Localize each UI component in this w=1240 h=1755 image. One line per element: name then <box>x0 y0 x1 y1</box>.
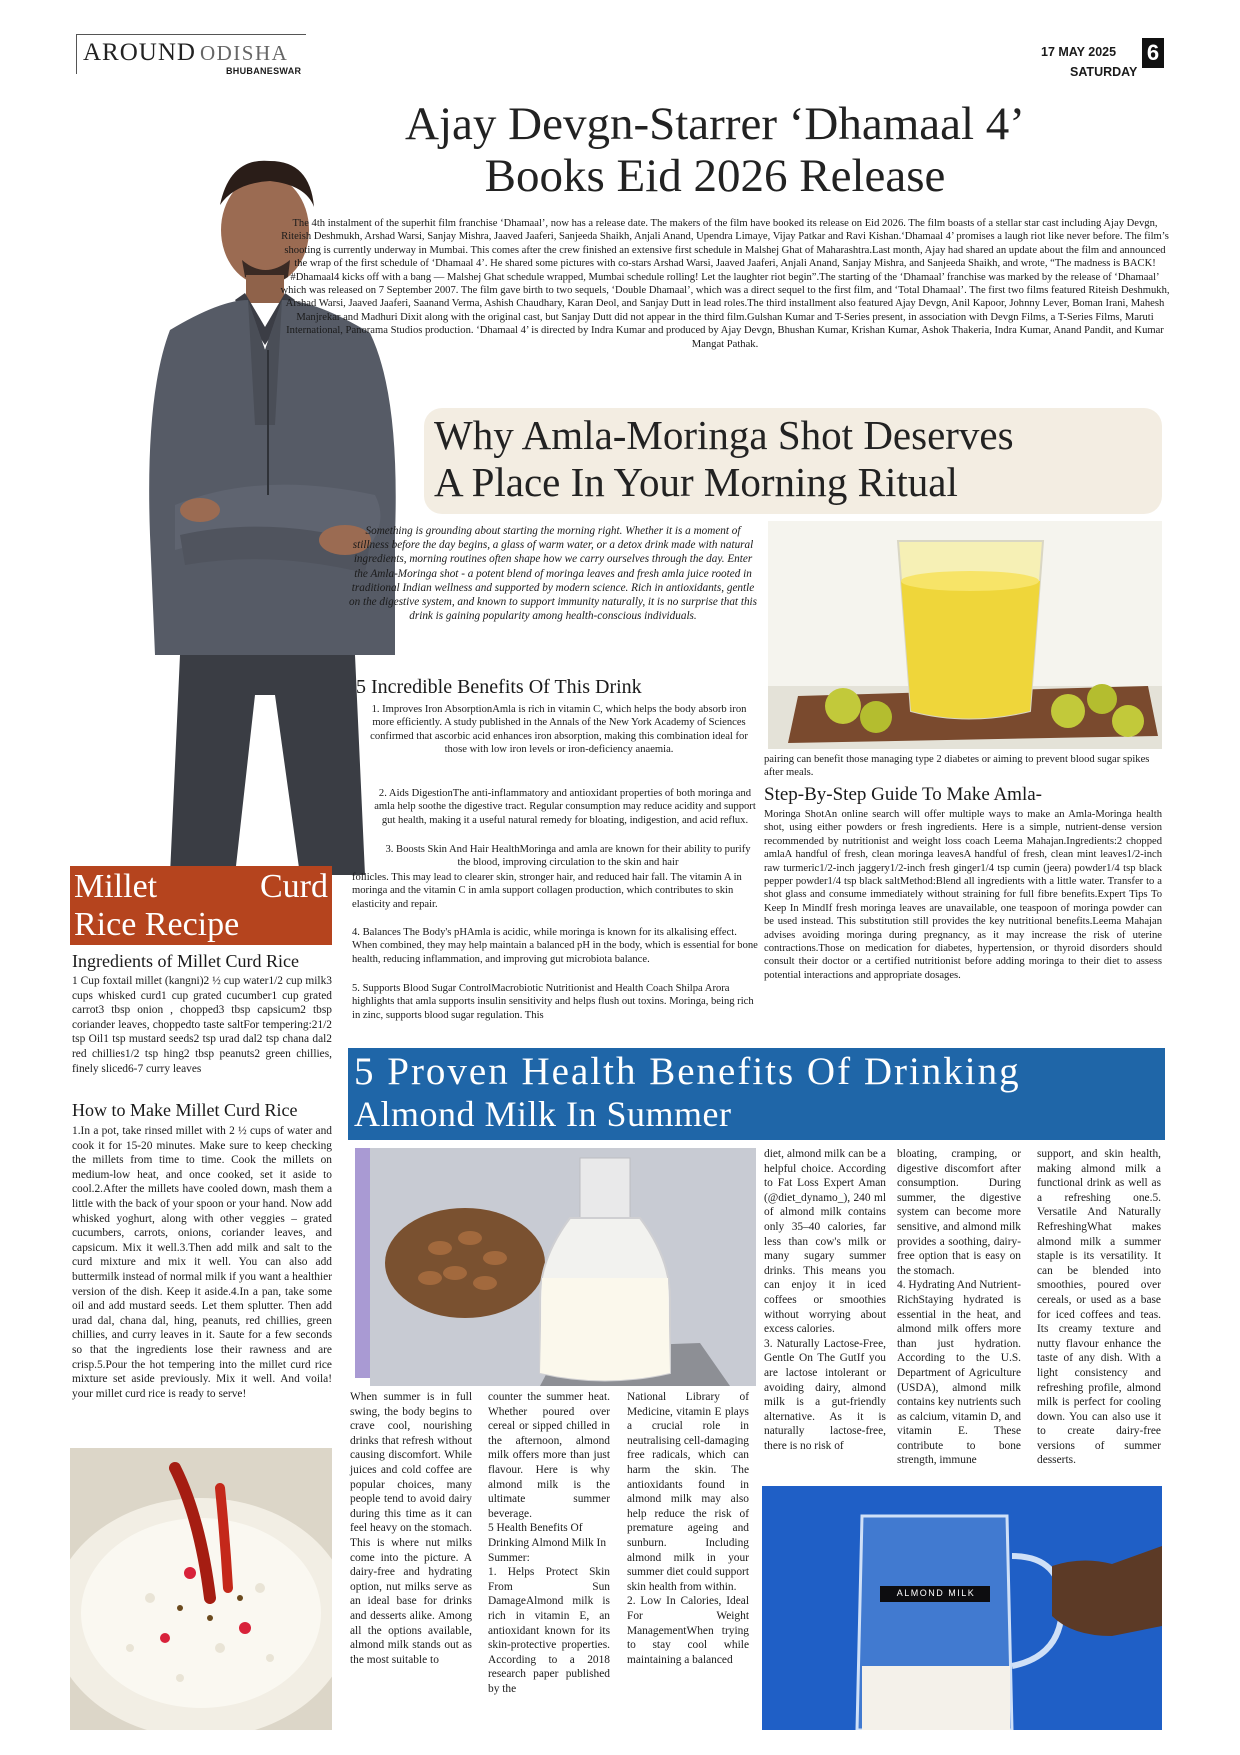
almond-col-2-benefit1: 1. Helps Protect Skin From Sun DamageAlmond milk is rich in vitamin E, an antioxidant known for its skin-protective properties. According to a 2018 research paper published by the <box>488 1566 610 1695</box>
almond-headline-line1: 5 Proven Health Benefits Of Drinking <box>354 1050 1021 1093</box>
millet-ingredients-title: Ingredients of Millet Curd Rice <box>72 951 299 971</box>
amla-benefit-1: 1. Improves Iron AbsorptionAmla is rich in vitamin C, which helps the body absorb iron more efficiently. A study published in the Annals of the New York Academy of Sciences confirmed that ascorbic acid enhances iron absorption, making this combination ideal for those with low iron levels or iron-deficiency anaemia. <box>370 704 748 756</box>
masthead <box>76 34 1166 82</box>
amla-benefit-2: 2. Aids DigestionThe anti-inflammatory and antioxidant properties of both moringa and amla help soothe the digestive tract. Regular consumption may reduce acidity and support gut health, making it a useful natural remedy for bloating, indigestion, and acid reflux. <box>374 788 756 826</box>
almond-col-3 <box>627 1390 749 1667</box>
brand-around: AROUND <box>83 39 196 66</box>
millet-howto: 1.In a pot, take rinsed millet with 2 ½ cups of water and cook it for 15-20 minutes. Make sure to keep checking the millets from time to time. Cook the millets on medium-low heat, and once cooked, set it aside to cool.2.After the millets have cooled down, mash them a little with the back of your spoon or your hand. Now add whisked yoghurt, along with other veggies – grated cucumbers, carrots, onions, coriander leaves, and capsicum. Mix it well.3.Then add milk and salt to the curd mixture and mix it well. You can also add buttermilk instead of normal milk if you want a healthier version of the dish. Keep it aside.4.In a pan, take some oil and add mustard seeds. Let them splutter. Then add urad dal, chana dal, hing, peanuts, red chillies, green chillies, and curry leaves in it. Saute for a few seconds so that the ingredients lose their rawness and are crisp.5.Pour the hot tempering into the millet curd rice mixture set aside previously. Mix it well. And voila! your millet curd rice is ready to serve! <box>72 1125 332 1400</box>
almond-col-1: When summer is in full swing, the body begins to crave cool, nourishing drinks that refresh without causing discomfort. While juices and cold coffee are popular choices, many people tend to avoid dairy during this time as it can feel heavy on the stomach. This is where nut milks come into the picture. A dairy-free and hydrating option, nut milks serve as an ideal base for drinks and desserts alike. Among all the options available, almond milk stands out as the most suitable to <box>350 1391 472 1666</box>
amla-juice-illustration <box>768 521 1162 749</box>
masthead-day: SATURDAY <box>1070 65 1138 79</box>
amla-juice-photo <box>768 521 1162 749</box>
ajay-devgn-photo <box>70 95 470 875</box>
amla-guide-title: Step-By-Step Guide To Make Amla- <box>764 784 1043 805</box>
amla-benefit-5: 5. Supports Blood Sugar ControlMacrobiotic Nutritionist and Health Coach Shilpa Arora highlights that amla supports insulin sensitivity and helps flush out toxins. Moringa, being rich in zinc, supports blood sugar regulation. This <box>352 983 754 1021</box>
millet-curd-rice-photo <box>70 1448 332 1730</box>
almond-headline-box <box>348 1048 1165 1140</box>
millet-title-word1: Millet <box>74 868 158 905</box>
masthead-city: BHUBANESWAR <box>226 66 302 76</box>
almond-milk-illustration <box>370 1148 756 1386</box>
page-number: 6 <box>1142 38 1164 68</box>
millet-title-word2: Curd <box>260 868 328 905</box>
dhamaal-body: The 4th instalment of the superhit film franchise ‘Dhamaal’, now has a release date. The makers of the film have booked its release on Eid 2026. The film boasts of a stellar star cast including Ajay Devgn, Riteish Deshmukh, Arshad Warsi, Sanjay Mishra, Jaaved Jaaferi, Sanjeeda Shaikh, Anjali Anand, Upendra Limaye, Vijay Patkar and Ravi Kishan.‘Dhamaal 4’ promises a laugh riot like never before. The film’s shooting is currently underway in Mumbai. This comes after the crew finished an extensive first schedule in Malshej Ghat of Maharashtra.Last month, Ajay had shared an update about the film and announced the wrap of the first schedule of ‘Dhamaal 4’. He shared some pictures with co-stars Arshad Warsi, Jaaved Jaaferi, Anjali Anand, Sanjay Mishra, and Sanjeeda Shaikh, and wrote, “The madness is BACK! #Dhamaal4 kicks off with a bang — Malshej Ghat schedule wrapped, Mumbai schedule rolling! Let the laughter riot begin”.The starting of the ‘Dhamaal’ franchise was marked by the release of ‘Dhamaal’ which was released on 7 September 2007. The film gave birth to two sequels, ‘Double Dhamaal’, which was a direct sequel to the first film, and ‘Total Dhamaal’. The first two films featured Riteish Deshmukh, Arshad Warsi, Jaaved Jaaferi, Saanand Verma, Ashish Chaudhary, Karan Deol, and Sanjay Dutt in lead roles.The third installment also featured Ajay Devgn, Anil Kapoor, Johnny Lever, Boman Irani, Mahesh Manjrekar and Madhuri Dixit along with the original cast, but Sanjay Dutt did not appear in the third film.Gulshan Kumar and T-Series present, in association with Devgn Films, a T-Series Films, Maruti International, Panorama Studios production. ‘Dhamaal 4’ is directed by Indra Kumar and produced by Ajay Devgn, Bhushan Kumar, Krishan Kumar, Ashok Thakeria, Indra Kumar, Anand Pandit, and Kumar Mangat Pathak. <box>280 218 1170 350</box>
almond-col-2-text: counter the summer heat. Whether poured over cereal or sipped chilled in the afternoon, almond milk offers more than just flavour. Here is why almond milk is the ultimate summer beverage. <box>488 1391 610 1520</box>
amla-headline <box>434 412 1162 506</box>
amla-benefit-4: 4. Balances The Body's pHAmla is acidic, while moringa is known for its alkalising effect. When combined, they may help maintain a balanced pH in the body, which is essential for bone health, reducing inflammation, and improving gut microbiota balance. <box>352 927 758 965</box>
amla-benefit-3a: 3. Boosts Skin And Hair HealthMoringa and amla are known for their ability to purify the blood, improving circulation to the skin and hair <box>385 844 751 869</box>
almond-col-6: support, and skin health, making almond milk a functional drink as well as a refreshing one.5. Versatile And Naturally RefreshingWhat makes almond milk a summer staple is its versatility. It can be blended into smoothies, poured over cereals, or used as a base for iced coffees and teas. Its creamy texture and nutty flavour enhance the taste of any dish. With a light consistency and refreshing profile, almond milk is perfect for cooling down. You can also use it to create dairy-free versions of summer desserts. <box>1037 1148 1161 1467</box>
curd-rice-illustration <box>70 1448 332 1730</box>
millet-howto-title: How to Make Millet Curd Rice <box>72 1100 298 1120</box>
almond-col-5 <box>897 1147 1021 1468</box>
amla-guide-body: Moringa ShotAn online search will offer multiple ways to make an Amla-Moringa health shot, using either powders or fresh ingredients. Here is a simple, nutrient-dense version recommended by nutritionist and weight loss coach Leema Mahajan.Ingredients:2 chopped amlaA handful of fresh, clean moringa leavesA handful of fresh, clean mint leaves1/2-inch raw turmeric1/2-inch jaggery1/2-inch fresh ginger1/4 tsp cumin (jeera) powder1/4 tsp black pepper powder1/4 tsp black saltMethod:Blend all ingredients with a little water. Transfer to a shot glass and consume immediately without straining for full fibre benefits.Expert Tips To Keep In MindIf fresh moringa leaves are unavailable, one teaspoon of moringa powder can be used instead. This substitution still provides the key nutritional benefits.Leema Mahajan advises avoiding moringa during pregnancy, as it may increase the risk of uterine contractions.Those on medication for diabetes, hypertension, or thyroid disorders should consult their doctor or a certified nutritionist before adding moringa to their diet to assess potential interactions and appropriate dosages. <box>764 809 1162 981</box>
masthead-date: 17 MAY 2025 <box>1041 45 1117 59</box>
almond-jar-label: ALMOND MILK <box>896 1588 976 1598</box>
almond-jar-photo <box>762 1486 1162 1730</box>
millet-ingredients: 1 Cup foxtail millet (kangni)2 ½ cup water1/2 cup milk3 cups whisked curd1 cup grated cucumber1 cup grated carrot3 tbsp onion , chopped3 tbsp capsicum2 tbsp coriander leaves, choppedto taste saltFor tempering:21/2 tsp Oil1 tsp mustard seeds2 tsp urad dal2 tsp chana dal2 red chillies1/2 tsp hing2 tbsp peanuts2 green chillies, finely sliced6-7 curry leaves <box>72 975 332 1075</box>
amla-benefits-title: 5 Incredible Benefits Of This Drink <box>356 676 642 698</box>
amla-benefit-3b: follicles. This may lead to clearer skin, stronger hair, and reduced hair fall. The vitamin A in moringa and the vitamin C in amla support collagen production, which contributes to skin elasticity and repair. <box>352 872 742 910</box>
almond-col-2-subhead: 5 Health Benefits Of Drinking Almond Milk In Summer: <box>488 1522 607 1564</box>
almond-col-5-benefit4: 4. Hydrating And Nutrient-RichStaying hydrated is essential in the heat, and almond milk offers more than just hydration. According to the U.S. Department of Agriculture (USDA), almond milk contains key nutrients such as calcium, vitamin D, and vitamin E. These contribute to bone strength, immune <box>897 1279 1022 1467</box>
dhamaal-headline-line2: Books Eid 2026 Release <box>484 150 946 202</box>
almond-col-4-benefit3: 3. Naturally Lactose-Free, Gentle On The GutIf you are lactose intolerant or avoiding dairy, almond milk is a gut-friendly alternative. As it is naturally lactose-free, there is no risk of <box>764 1337 886 1452</box>
almond-jar-illustration <box>762 1486 1162 1730</box>
amla-headline-line2: A Place In Your Morning Ritual <box>434 459 958 505</box>
amla-intro: Something is grounding about starting the morning right. Whether it is a moment of stillness before the day begins, a glass of warm water, or a detox drink made with natural ingredients, morning routines often shape how we carry ourselves through the day. Enter the Amla-Moringa shot - a potent blend of moringa leaves and fresh amla juice rooted in traditional Indian wellness and supported by modern science. Rich in antioxidants, gentle on the digestive system, and known to support immunity naturally, it is no surprise that this drink is gaining popularity among health-conscious individuals. <box>348 525 758 623</box>
almond-col-2 <box>488 1390 610 1696</box>
almond-col-4-text: diet, almond milk can be a helpful choice. According to Fat Loss Expert Aman (@diet_dynamo_), 240 ml of almond milk contains only 35–40 calories, far less than cow's milk or many sugary summer drinks. This means you can enjoy it in iced coffees or smoothies without worrying about excess calories. <box>764 1148 886 1336</box>
millet-title-line1 <box>74 868 328 906</box>
almond-col-4 <box>764 1147 886 1453</box>
millet-title-box <box>70 866 332 945</box>
almond-milk-photo <box>370 1148 756 1386</box>
amla-headline-line1: Why Amla-Moringa Shot Deserves <box>434 412 1014 458</box>
almond-headline-line2: Almond Milk In Summer <box>354 1094 732 1134</box>
almond-col-3-benefit2: 2. Low In Calories, Ideal For Weight ManagementWhen trying to stay cool while maintaining a balanced <box>627 1595 749 1666</box>
brand-odisha: ODISHA <box>199 41 289 65</box>
almond-col-5-text: bloating, cramping, or digestive discomfort after consumption. During summer, the digestive system can become more sensitive, and almond milk provides a soothing, dairy-free option that is easy on the stomach. <box>897 1148 1021 1277</box>
amla-right-continuation: pairing can benefit those managing type 2 diabetes or aiming to prevent blood sugar spikes after meals. <box>764 754 1150 779</box>
almond-col-3-text: National Library of Medicine, vitamin E plays a crucial role in neutralising cell-damaging free radicals, which can harm the skin. The antioxidants found in almond milk may also help reduce the risk of premature ageing and sunburn. Including almond milk in your summer diet could support skin health from within. <box>627 1391 749 1593</box>
millet-title-line2: Rice Recipe <box>74 906 240 943</box>
dhamaal-headline-line1: Ajay Devgn-Starrer ‘Dhamaal 4’ <box>405 98 1025 150</box>
dhamaal-headline <box>300 98 1130 202</box>
